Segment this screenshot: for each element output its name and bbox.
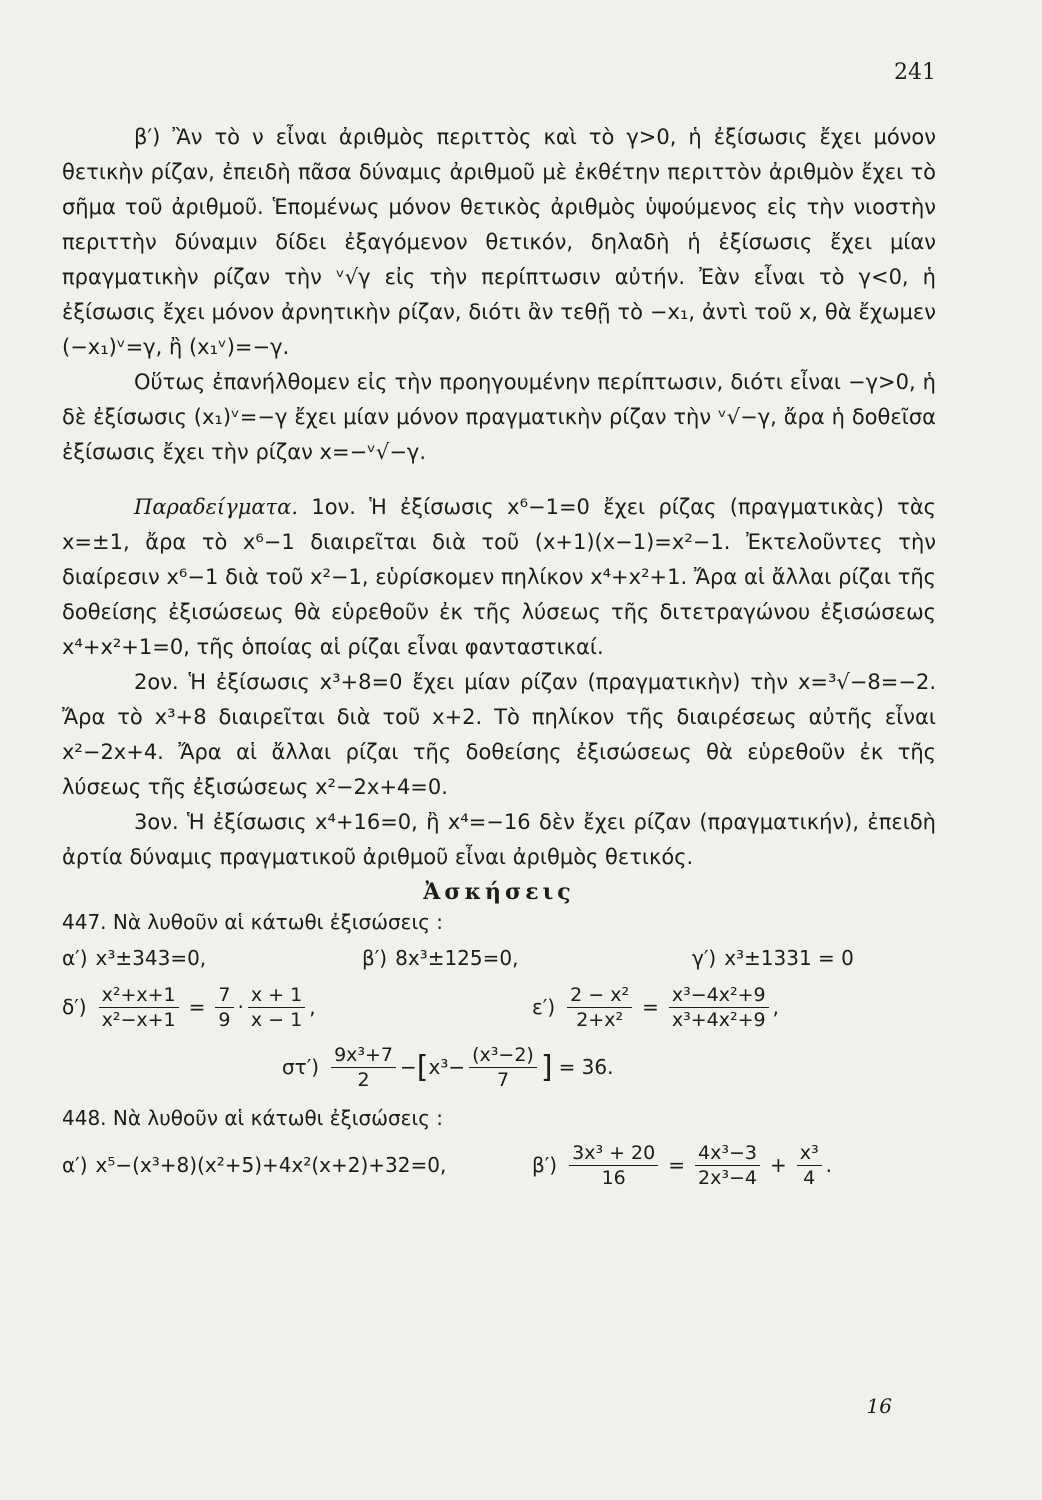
paragraph-case-b: β′) Ἂν τὸ ν εἶναι ἀριθμὸς περιττὸς καὶ τὸ γ>0, ἡ ἐξίσωσις ἔχει μόνον θετικὴν ρίζαν, ἐπειδὴ πᾶσα δύναμις ἀριθμοῦ μὲ ἐκθέτην περιττὸν ἀριθμὸν ἔχει τὸ σῆμα τοῦ ἀριθμοῦ. Ἑπομένως μόνον θετικὸς ἀριθμὸς ὑψούμενος εἰς τὴν νιοστὴν περιττὴν δύναμιν δίδει ἐξαγόμενον θετικόν, δηλαδὴ ἡ ἐξίσωσις ἔχει μίαν πραγματικὴν ρίζαν τὴν ᵛ√γ εἰς τὴν περίπτωσιν αὐτήν. Ἐὰν εἶναι τὸ γ<0, ἡ ἐξίσωσις ἔχει μόνον ἀρνητικὴν ρίζαν, διότι ἂν τεθῇ τὸ −x₁, ἀντὶ τοῦ x, θὰ ἔχωμεν (−x₁)ᵛ=γ, ἢ (x₁ᵛ)=−γ. xyxy=(62,125,936,359)
signature-number: 16 xyxy=(866,1394,892,1418)
example-2: 2ον. Ἡ ἐξίσωσις x³+8=0 ἔχει μίαν ρίζαν (πραγματικὴν) τὴν x=³√−8=−2. Ἄρα τὸ x³+8 διαιρεῖται διὰ τοῦ x+2. Τὸ πηλίκον τῆς διαιρέσεως αὐτῆς εἶναι x²−2x+4. Ἄρα αἱ ἄλλαι ρίζαι τῆς δοθείσης ἐξισώσεως θὰ εὑρεθοῦν ἐκ τῆς λύσεως τῆς ἐξισώσεως x²−2x+4=0. xyxy=(62,670,936,799)
exercise-447-row-3 xyxy=(62,1037,936,1097)
exercise-448-row xyxy=(62,1135,936,1195)
page-number: 241 xyxy=(894,60,936,85)
exercise-447-d: δ′) $\frac{\text{x²+x+1}}{\text{x²−x+1}}$ = $\frac{7}{9}$ · $\frac{x + 1}{x - 1}$ , xyxy=(62,983,316,1031)
exercise-447-row-2 xyxy=(62,977,936,1037)
exercise-447-b: β′) 8x³±125=0, xyxy=(362,946,519,970)
exercise-447-a: α′) x³±343=0, xyxy=(62,946,207,970)
exercises-heading: Ἀσκήσεις xyxy=(423,879,575,905)
example-1 xyxy=(62,490,936,665)
examples-title: Παραδείγματα. xyxy=(134,495,299,519)
page-body xyxy=(62,120,936,1195)
example-1-text: 1ον. Ἡ ἐξίσωσις x⁶−1=0 ἔχει ρίζας (πραγματικὰς) τὰς x=±1, ἄρα τὸ x⁶−1 διαιρεῖται διὰ τοῦ (x+1)(x−1)=x²−1. Ἐκτελοῦντες τὴν διαίρεσιν x⁶−1 διὰ τοῦ x²−1, εὑρίσκομεν πηλίκον x⁴+x²+1. Ἄρα αἱ ἄλλαι ρίζαι τῆς δοθείσης ἐξισώσεως θὰ εὑρεθοῦν ἐκ τῆς λύσεως τῆς διτετραγώνου ἐξισώσεως x⁴+x²+1=0, τῆς ὁποίας αἱ ρίζαι εἶναι φανταστικαί. xyxy=(62,495,936,659)
fraction: $\frac{\text{x³}}{4}$ xyxy=(797,1141,822,1190)
example-3: 3ον. Ἡ ἐξίσωσις x⁴+16=0, ἢ x⁴=−16 δὲν ἔχει ρίζαν (πραγματικήν), ἐπειδὴ ἀρτία δύναμις πραγματικοῦ ἀριθμοῦ εἶναι ἀριθμὸς θετικός. xyxy=(62,810,936,869)
exercise-447-c: γ′) x³±1331 = 0 xyxy=(692,946,854,970)
exercise-448-b: β′) $\frac{\text{3x³ + 20}}{16}$ = $\frac{\text{4x³−3}}{\text{2x³−4}}$ + $\frac{\text{x³}}{4}$ . xyxy=(532,1141,832,1189)
exercise-447-title: 447. Νὰ λυθοῦν αἱ κάτωθι ἐξισώσεις : xyxy=(62,910,444,934)
exercise-448-a: α′) x⁵−(x³+8)(x²+5)+4x²(x+2)+32=0, xyxy=(62,1153,447,1177)
exercise-447-f: στ′) $\frac{\text{9x³+7}}{2}$ − [ x³− $\frac{\text{(x³−2)}}{7}$ ] = 36. xyxy=(282,1043,614,1091)
fraction: $\frac{7}{9}$ xyxy=(215,983,233,1032)
fraction: $\frac{\text{x²+x+1}}{\text{x²−x+1}}$ xyxy=(99,983,179,1032)
fraction: $\frac{\text{3x³ + 20}}{16}$ xyxy=(569,1141,658,1190)
fraction: $\frac{x + 1}{x - 1}$ xyxy=(248,983,305,1032)
exercise-448-title: 448. Νὰ λυθοῦν αἱ κάτωθι ἐξισώσεις : xyxy=(62,1106,444,1130)
fraction: $\frac{\text{x³−4x²+9}}{\text{x³+4x²+9}}$ xyxy=(669,983,769,1032)
fraction: $\frac{\text{4x³−3}}{\text{2x³−4}}$ xyxy=(695,1141,760,1190)
exercise-447-row-1 xyxy=(62,939,936,977)
fraction: $\frac{\text{9x³+7}}{2}$ xyxy=(331,1043,396,1092)
paragraph-return: Οὕτως ἐπανήλθομεν εἰς τὴν προηγουμένην περίπτωσιν, διότι εἶναι −γ>0, ἡ δὲ ἐξίσωσις (x₁)ᵛ=−γ ἔχει μίαν μόνον πραγματικὴν ρίζαν τὴν ᵛ√−γ, ἄρα ἡ δοθεῖσα ἐξίσωσις ἔχει τὴν ρίζαν x=−ᵛ√−γ. xyxy=(62,370,936,464)
fraction: $\frac{\text{2 − x²}}{\text{2+x²}}$ xyxy=(567,983,632,1032)
fraction: $\frac{\text{(x³−2)}}{7}$ xyxy=(469,1043,537,1092)
exercise-447-e: ε′) $\frac{\text{2 − x²}}{\text{2+x²}}$ = $\frac{\text{x³−4x²+9}}{\text{x³+4x²+9}}$ , xyxy=(532,983,779,1031)
